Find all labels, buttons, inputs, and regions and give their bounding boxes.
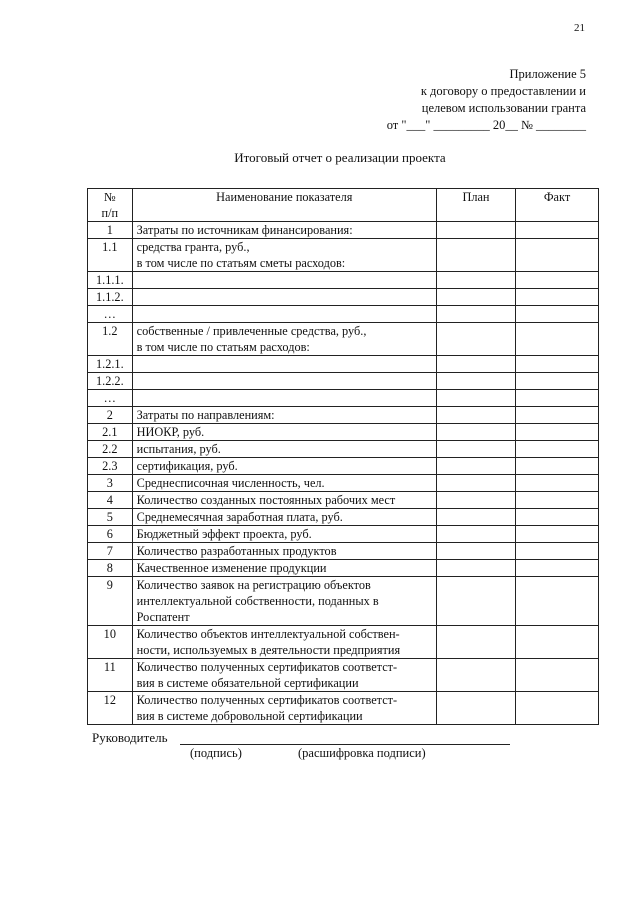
- table-row: [88, 441, 599, 458]
- fact-cell: [516, 626, 599, 659]
- row-indicator-name: [132, 323, 436, 356]
- table-row: [88, 222, 599, 239]
- row-indicator-name: [132, 407, 436, 424]
- plan-cell: [436, 289, 515, 306]
- plan-cell: [436, 692, 515, 725]
- fact-cell: [516, 560, 599, 577]
- row-number: 12: [88, 692, 133, 725]
- row-indicator-name: [132, 441, 436, 458]
- row-indicator-name: [132, 239, 436, 272]
- plan-cell: [436, 577, 515, 626]
- row-indicator-name: [132, 577, 436, 626]
- plan-cell: [436, 323, 515, 356]
- indicator-text-line: в том числе по статьям сметы расходов:: [136, 256, 346, 270]
- row-indicator-name: [132, 222, 436, 239]
- row-indicator-name: [132, 475, 436, 492]
- fact-cell: [516, 239, 599, 272]
- header-name: Наименование показателя: [132, 189, 436, 222]
- report-title: Итоговый отчет о реализации проекта: [234, 150, 446, 165]
- row-indicator-name: [132, 543, 436, 560]
- row-indicator-name: [132, 492, 436, 509]
- appendix-line-2: к договору о предоставлении и: [420, 84, 586, 98]
- row-number: 1.1.1.: [88, 272, 133, 289]
- signature-line: [180, 744, 510, 745]
- header-plan: План: [436, 189, 515, 222]
- table-row: [88, 509, 599, 526]
- fact-cell: [516, 407, 599, 424]
- fact-cell: [516, 222, 599, 239]
- fact-cell: [516, 543, 599, 560]
- table-row: [88, 407, 599, 424]
- indicator-text-line: в том числе по статьям расходов:: [136, 340, 310, 354]
- row-indicator-name: [132, 356, 436, 373]
- row-number: 11: [88, 659, 133, 692]
- appendix-block: [346, 66, 586, 134]
- row-indicator-name: [132, 692, 436, 725]
- indicator-text-line: [137, 272, 432, 288]
- indicator-text-line: Количество полученных сертификатов соответст-: [136, 693, 398, 707]
- fact-cell: [516, 492, 599, 509]
- table-row: [88, 306, 599, 323]
- indicator-text-line: ности, используемых в деятельности предприятия: [136, 643, 401, 657]
- table-row: [88, 526, 599, 543]
- row-indicator-name: [132, 509, 436, 526]
- table-row: [88, 289, 599, 306]
- plan-cell: [436, 272, 515, 289]
- plan-cell: [436, 390, 515, 407]
- fact-cell: [516, 577, 599, 626]
- table-row: [88, 492, 599, 509]
- appendix-line-3: целевом использовании гранта: [421, 101, 586, 115]
- table-row: [88, 475, 599, 492]
- header-fact: Факт: [516, 189, 599, 222]
- fact-cell: [516, 373, 599, 390]
- plan-cell: [436, 626, 515, 659]
- fact-cell: [516, 390, 599, 407]
- header-num-line-1: №: [103, 190, 116, 204]
- fact-cell: [516, 306, 599, 323]
- indicator-text-line: Бюджетный эффект проекта, руб.: [136, 527, 312, 541]
- row-indicator-name: [132, 560, 436, 577]
- indicator-text-line: [137, 356, 432, 372]
- row-indicator-name: [132, 390, 436, 407]
- row-number: 2.2: [88, 441, 133, 458]
- row-number: 6: [88, 526, 133, 543]
- indicator-text-line: Количество полученных сертификатов соответст-: [136, 660, 398, 674]
- row-number: 3: [88, 475, 133, 492]
- fact-cell: [516, 424, 599, 441]
- table-row: [88, 424, 599, 441]
- indicator-text-line: Количество разработанных продуктов: [136, 544, 337, 558]
- indicator-text-line: вия в системе добровольной сертификации: [136, 709, 363, 723]
- row-indicator-name: [132, 526, 436, 543]
- report-table: [87, 188, 599, 725]
- plan-cell: [436, 407, 515, 424]
- table-row: [88, 356, 599, 373]
- plan-cell: [436, 560, 515, 577]
- plan-cell: [436, 458, 515, 475]
- fact-cell: [516, 509, 599, 526]
- row-indicator-name: [132, 659, 436, 692]
- plan-cell: [436, 373, 515, 390]
- indicator-text-line: Количество заявок на регистрацию объектов: [136, 578, 371, 592]
- row-indicator-name: [132, 458, 436, 475]
- report-table-body: [88, 222, 599, 725]
- row-indicator-name: [132, 373, 436, 390]
- row-number: 9: [88, 577, 133, 626]
- row-number: 7: [88, 543, 133, 560]
- table-row: [88, 239, 599, 272]
- row-number: 1.1: [88, 239, 133, 272]
- table-row: [88, 543, 599, 560]
- signature-label: Руководитель: [92, 730, 168, 745]
- plan-cell: [436, 475, 515, 492]
- indicator-text-line: Среднемесячная заработная плата, руб.: [136, 510, 343, 524]
- page-number: 21: [574, 22, 585, 34]
- signature-hint: (подпись): [190, 746, 242, 760]
- signature-decoding-hint: (расшифровка подписи): [298, 746, 426, 760]
- plan-cell: [436, 356, 515, 373]
- row-number: 1: [88, 222, 133, 239]
- row-indicator-name: [132, 289, 436, 306]
- row-number: …: [88, 390, 133, 407]
- indicator-text-line: НИОКР, руб.: [136, 425, 205, 439]
- fact-cell: [516, 323, 599, 356]
- table-row: [88, 458, 599, 475]
- row-number: 8: [88, 560, 133, 577]
- indicator-text-line: собственные / привлеченные средства, руб.,: [136, 324, 367, 338]
- indicator-text-line: Качественное изменение продукции: [136, 561, 327, 575]
- table-row: [88, 272, 599, 289]
- row-number: 1.2.2.: [88, 373, 133, 390]
- row-indicator-name: [132, 272, 436, 289]
- plan-cell: [436, 509, 515, 526]
- row-number: 2: [88, 407, 133, 424]
- row-number: 4: [88, 492, 133, 509]
- plan-cell: [436, 306, 515, 323]
- table-row: [88, 659, 599, 692]
- row-indicator-name: [132, 306, 436, 323]
- plan-cell: [436, 526, 515, 543]
- indicator-text-line: [137, 289, 432, 305]
- plan-cell: [436, 659, 515, 692]
- indicator-text-line: Затраты по источникам финансирования:: [136, 223, 353, 237]
- header-num: [88, 189, 133, 222]
- table-header-row: [88, 189, 599, 222]
- row-number: …: [88, 306, 133, 323]
- indicator-text-line: [137, 390, 432, 406]
- row-number: 2.1: [88, 424, 133, 441]
- indicator-text-line: Количество созданных постоянных рабочих мест: [136, 493, 396, 507]
- indicator-text-line: вия в системе обязательной сертификации: [136, 676, 359, 690]
- fact-cell: [516, 526, 599, 543]
- row-indicator-name: [132, 626, 436, 659]
- row-number: 2.3: [88, 458, 133, 475]
- table-row: [88, 560, 599, 577]
- indicator-text-line: средства гранта, руб.,: [136, 240, 250, 254]
- fact-cell: [516, 659, 599, 692]
- table-row: [88, 390, 599, 407]
- plan-cell: [436, 492, 515, 509]
- indicator-text-line: Затраты по направлениям:: [136, 408, 275, 422]
- fact-cell: [516, 475, 599, 492]
- indicator-text-line: Роспатент: [136, 610, 190, 624]
- fact-cell: [516, 692, 599, 725]
- fact-cell: [516, 289, 599, 306]
- table-row: [88, 323, 599, 356]
- header-num-line-2: п/п: [101, 206, 119, 220]
- plan-cell: [436, 441, 515, 458]
- fact-cell: [516, 458, 599, 475]
- indicator-text-line: испытания, руб.: [136, 442, 221, 456]
- row-number: 1.2.1.: [88, 356, 133, 373]
- fact-cell: [516, 356, 599, 373]
- row-number: 1.1.2.: [88, 289, 133, 306]
- indicator-text-line: сертификация, руб.: [136, 459, 238, 473]
- plan-cell: [436, 239, 515, 272]
- appendix-line-4: от "___" _________ 20__ № ________: [386, 118, 586, 132]
- table-row: [88, 626, 599, 659]
- indicator-text-line: Среднесписочная численность, чел.: [136, 476, 325, 490]
- table-row: [88, 692, 599, 725]
- indicator-text-line: Количество объектов интеллектуальной собствен-: [136, 627, 400, 641]
- row-number: 1.2: [88, 323, 133, 356]
- table-row: [88, 577, 599, 626]
- fact-cell: [516, 272, 599, 289]
- indicator-text-line: интеллектуальной собственности, поданных в: [136, 594, 379, 608]
- indicator-text-line: [137, 373, 432, 389]
- table-row: [88, 373, 599, 390]
- plan-cell: [436, 424, 515, 441]
- plan-cell: [436, 543, 515, 560]
- appendix-line-1: Приложение 5: [509, 67, 586, 81]
- indicator-text-line: [137, 306, 432, 322]
- row-indicator-name: [132, 424, 436, 441]
- fact-cell: [516, 441, 599, 458]
- row-number: 5: [88, 509, 133, 526]
- row-number: 10: [88, 626, 133, 659]
- plan-cell: [436, 222, 515, 239]
